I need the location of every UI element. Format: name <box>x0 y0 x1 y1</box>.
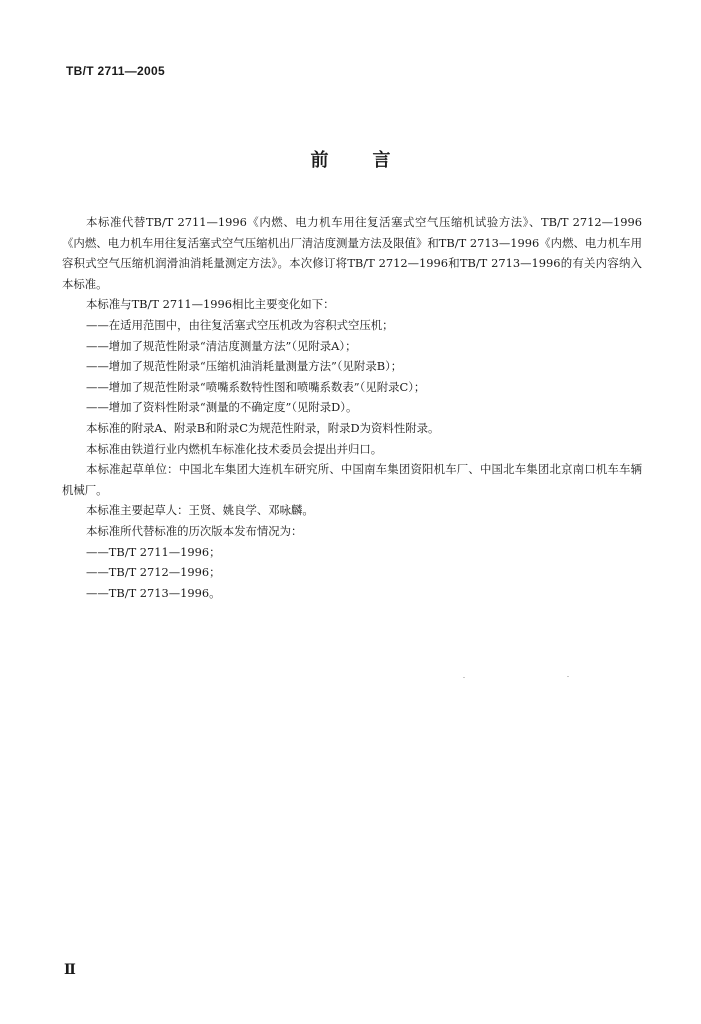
list-item-change-scope: ——在适用范围中，由往复活塞式空压机改为容积式空压机； <box>86 317 394 332</box>
foreword-body <box>62 212 642 603</box>
paragraph-drafting-units: 本标准起草单位：中国北车集团大连机车研究所、中国南车集团资阳机车厂、中国北车集团北京南口机车车辆机械厂。 <box>62 462 642 497</box>
list-item-previous-edition: ——TB/T 2713—1996。 <box>86 585 221 600</box>
list-item-previous-edition: ——TB/T 2711—1996； <box>86 544 221 559</box>
list-item-appendix-d: ——增加了资料性附录“测量的不确定度”（见附录D）。 <box>86 400 358 415</box>
paragraph-replacement-statement: 本标准代替TB/T 2711—1996《内燃、电力机车用往复活塞式空气压缩机试验方法》、TB/T 2712—1996《内燃、电力机车用往复活塞式空气压缩机出厂清洁度测量方法及限值》和TB/T 2713—1996《内燃、电力机车用容积式空气压缩机润滑油消耗量测定方法》。本次修订将TB/T 2712—1996和TB/T 2713—1996的有关内容纳入本标准。 <box>62 215 642 291</box>
paragraph-drafters: 本标准主要起草人：王贤、姚良学、邓咏麟。 <box>86 503 314 518</box>
scan-speck <box>567 676 569 677</box>
list-item-previous-edition: ——TB/T 2712—1996； <box>86 565 221 580</box>
list-item-appendix-a: ——增加了规范性附录“清洁度测量方法”（见附录A）； <box>86 338 357 353</box>
standard-code-header: TB/T 2711—2005 <box>66 64 165 78</box>
scan-speck <box>463 677 465 678</box>
page-title: 前言 <box>310 150 435 171</box>
paragraph-appendix-types: 本标准的附录A、附录B和附录C为规范性附录，附录D为资料性附录。 <box>86 420 440 435</box>
page-number: Ⅱ <box>64 962 76 978</box>
list-item-appendix-c: ——增加了规范性附录“喷嘴系数特性图和喷嘴系数表”（见附录C）； <box>86 379 426 394</box>
paragraph-proposer: 本标准由铁道行业内燃机车标准化技术委员会提出并归口。 <box>86 441 383 456</box>
list-item-appendix-b: ——增加了规范性附录“压缩机油消耗量测量方法”（见附录B）； <box>86 359 403 374</box>
paragraph-previous-editions-intro: 本标准所代替标准的历次版本发布情况为： <box>86 523 303 538</box>
paragraph-changes-intro: 本标准与TB/T 2711—1996相比主要变化如下： <box>86 297 335 312</box>
